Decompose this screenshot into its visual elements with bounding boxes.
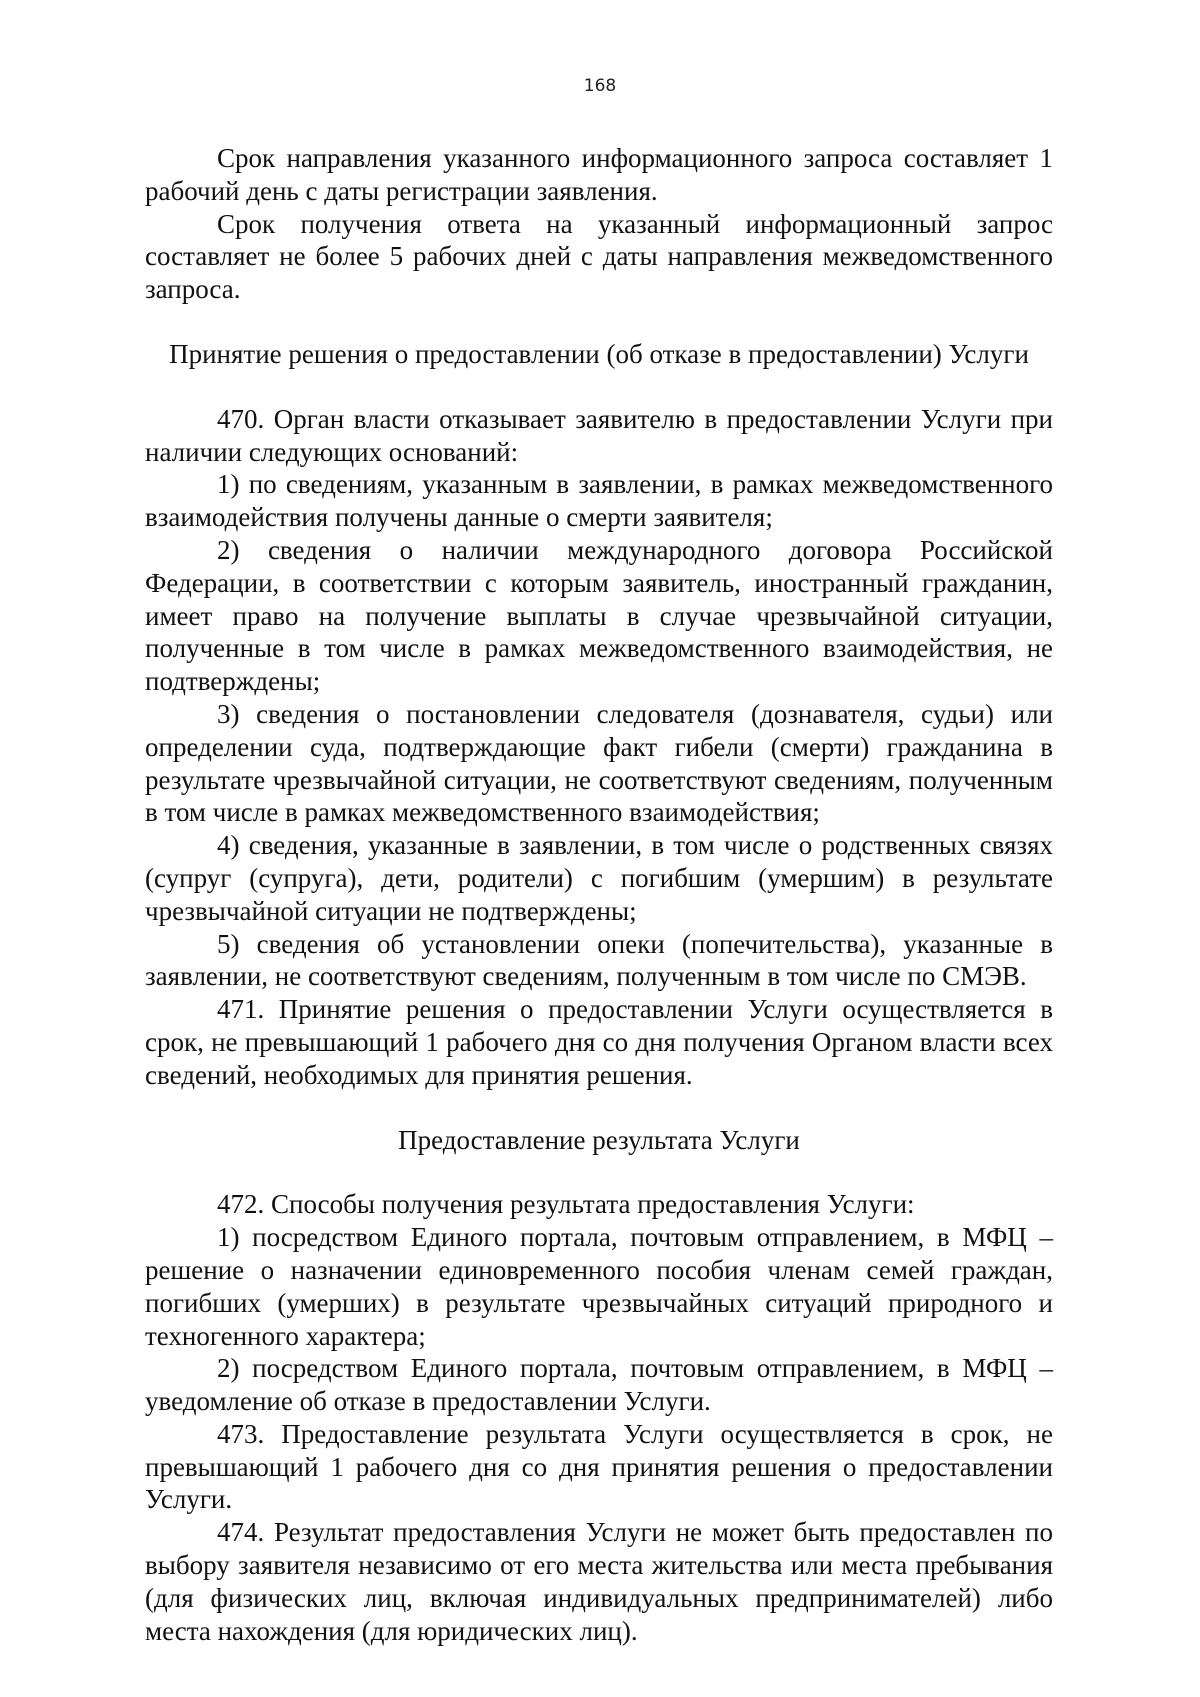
- clause-470-item-1: 1) по сведениям, указанным в заявлении, в рамках межведомственного взаимодействия получены данные о смерти заявителя;: [145, 469, 1053, 533]
- page-number: 168: [583, 76, 617, 96]
- clause-473: 473. Предоставление результата Услуги осуществляется в срок, не превышающий 1 рабочего дня со дня принятия решения о предоставлении Услуги.: [145, 1418, 1053, 1515]
- clause-472-item-1: 1) посредством Единого портала, почтовым отправлением, в МФЦ – решение о назначении единовременного пособия членам семей граждан, погибших (умерших) в результате чрезвычайных ситуаций природного и техногенного характера;: [145, 1222, 1053, 1351]
- clause-474: 474. Результат предоставления Услуги не может быть предоставлен по выбору заявителя независимо от его места жительства или места пребывания (для физических лиц, включая индивидуальных предпринимателей) либо места нахождения (для юридических лиц).: [145, 1517, 1053, 1646]
- clause-470-item-5: 5) сведения об установлении опеки (попечительства), указанные в заявлении, не соответствуют сведениям, полученным в том числе по СМЭВ.: [145, 928, 1053, 992]
- clause-470-item-4: 4) сведения, указанные в заявлении, в том числе о родственных связях (супруг (супруга), дети, родители) с погибшим (умершим) в результате чрезвычайной ситуации не подтверждены;: [145, 830, 1053, 926]
- clause-472-item-2: 2) посредством Единого портала, почтовым отправлением, в МФЦ – уведомление об отказе в предоставлении Услуги.: [145, 1353, 1053, 1417]
- clause-470: 470. Орган власти отказывает заявителю в предоставлении Услуги при наличии следующих оснований:: [145, 403, 1053, 467]
- paragraph-response-deadline: Срок получения ответа на указанный информационный запрос составляет не более 5 рабочих дней с даты направления межведомственного запроса.: [145, 208, 1053, 305]
- document-body: [145, 142, 1053, 1647]
- section-heading-result: Предоставление результата Услуги: [398, 1124, 800, 1155]
- clause-471: 471. Принятие решения о предоставлении Услуги осуществляется в срок, не превышающий 1 рабочего дня со дня получения Органом власти всех сведений, необходимых для принятия решения.: [145, 994, 1053, 1090]
- clause-470-item-2: 2) сведения о наличии международного договора Российской Федерации, в соответствии с которым заявитель, иностранный гражданин, имеет право на получение выплаты в случае чрезвычайной ситуации, полученные в том числе в рамках межведомственного взаимодействия, не подтверждены;: [145, 534, 1053, 697]
- clause-472: 472. Способы получения результата предоставления Услуги:: [217, 1189, 915, 1220]
- clause-470-item-3: 3) сведения о постановлении следователя (дознавателя, судьи) или определении суда, подтверждающие факт гибели (смерти) гражданина в результате чрезвычайной ситуации, не соответствуют сведениям, полученным в том числе в рамках межведомственного взаимодействия;: [145, 698, 1053, 828]
- paragraph-request-deadline: Срок направления указанного информационного запроса составляет 1 рабочий день с даты регистрации заявления.: [145, 143, 1053, 206]
- section-heading-decision: Принятие решения о предоставлении (об отказе в предоставлении) Услуги: [169, 338, 1029, 369]
